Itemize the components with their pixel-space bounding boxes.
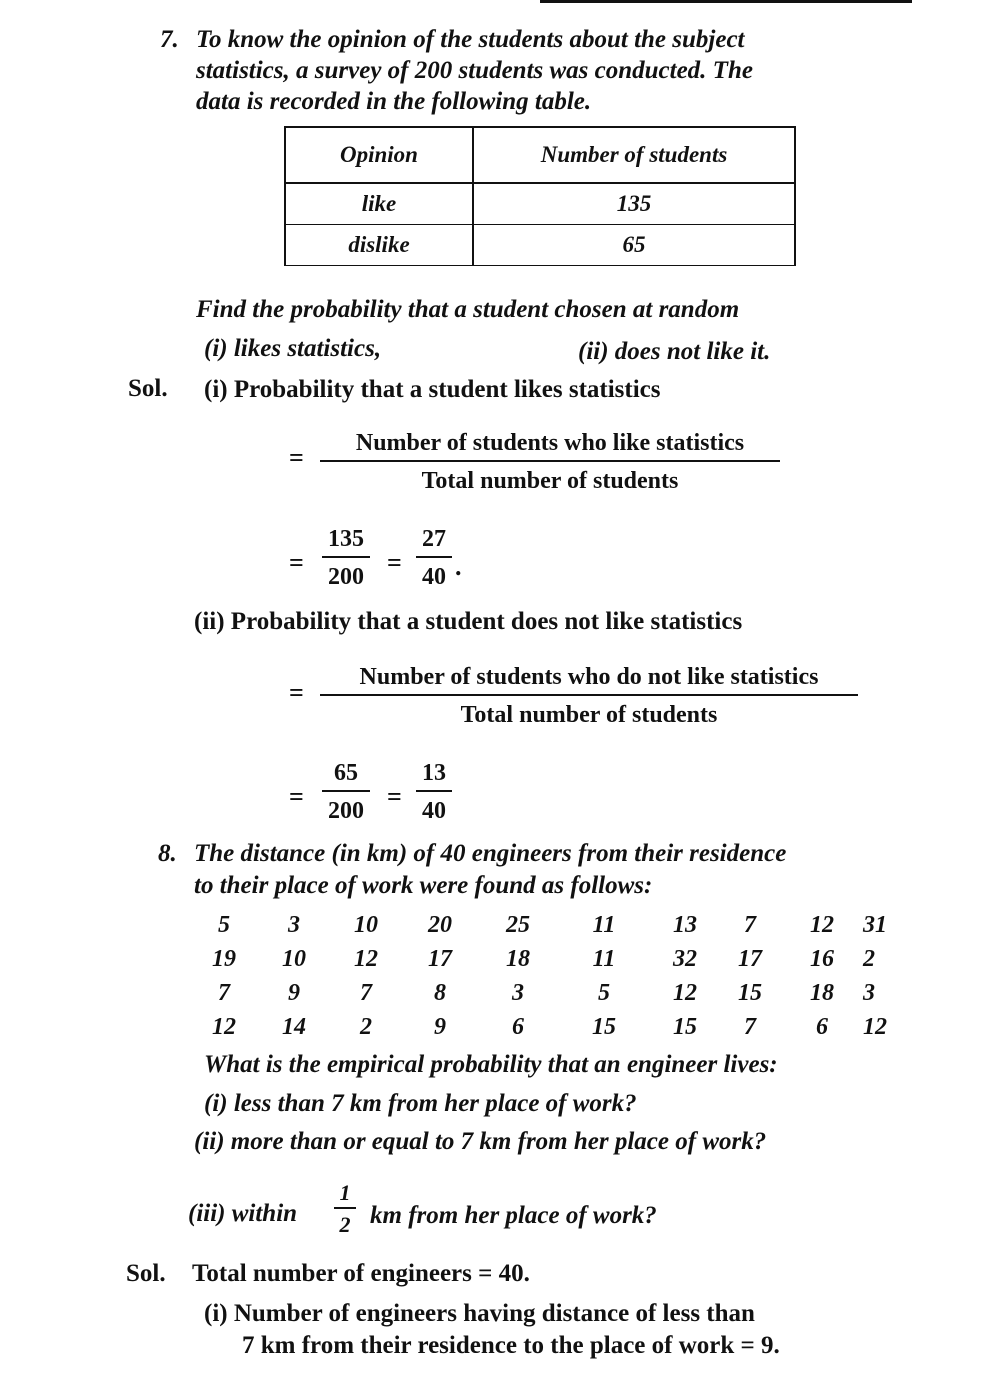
opinion-table	[284, 126, 796, 266]
question-7-line-3: data is recorded in the following table.	[196, 88, 592, 115]
fraction-numerator: 13	[416, 758, 452, 792]
fraction-dislike-formula	[320, 662, 858, 730]
data-cell: 7	[360, 980, 372, 1006]
data-cell: 5	[218, 912, 230, 938]
equals-sign: =	[289, 782, 304, 811]
table-header-count: Number of students	[473, 127, 795, 183]
table-cell: 65	[473, 225, 795, 266]
data-cell: 3	[863, 980, 875, 1006]
equals-sign: =	[289, 678, 304, 707]
question-7-prompt: Find the probability that a student chosen at random	[196, 296, 740, 323]
fraction-numerator: 65	[322, 758, 370, 792]
fraction-numerator: 1	[334, 1181, 356, 1209]
data-row	[200, 912, 900, 946]
fraction-denominator: 200	[328, 564, 364, 590]
data-cell: 31	[863, 912, 887, 938]
fraction-135-200	[322, 524, 370, 592]
data-cell: 7	[744, 1014, 756, 1040]
data-cell: 2	[863, 946, 875, 972]
equals-sign: =	[387, 782, 402, 811]
question-8-part-i: (i) less than 7 km from her place of work?	[204, 1090, 637, 1117]
fraction-one-half	[334, 1181, 356, 1237]
data-cell: 17	[428, 946, 452, 972]
question-8-part-iii-suffix: km from her place of work?	[370, 1202, 657, 1229]
fraction-denominator: 200	[328, 798, 364, 824]
solution-8-part-i-line-2: 7 km from their residence to the place of work = 9.	[242, 1332, 780, 1359]
solution-7-part-i-heading: (i) Probability that a student likes statistics	[204, 376, 661, 403]
data-cell: 15	[592, 1014, 616, 1040]
question-8-number: 8.	[158, 840, 177, 867]
data-cell: 25	[506, 912, 530, 938]
question-8-part-ii: (ii) more than or equal to 7 km from her place of work?	[194, 1128, 767, 1155]
question-7-part-ii: (ii) does not like it.	[578, 338, 771, 365]
solution-8-total: Total number of engineers = 40.	[192, 1260, 530, 1287]
table-header-opinion: Opinion	[285, 127, 473, 183]
data-cell: 11	[592, 946, 616, 972]
data-cell: 12	[673, 980, 697, 1006]
data-cell: 14	[282, 1014, 306, 1040]
data-cell: 17	[738, 946, 762, 972]
distance-data-grid	[200, 912, 900, 1048]
data-row	[200, 1014, 900, 1048]
question-8-part-iii-prefix: (iii) within	[188, 1200, 298, 1227]
data-cell: 12	[863, 1014, 887, 1040]
equals-sign: =	[289, 443, 304, 472]
data-cell: 10	[282, 946, 306, 972]
data-cell: 20	[428, 912, 452, 938]
data-cell: 5	[598, 980, 610, 1006]
data-cell: 18	[506, 946, 530, 972]
question-8-prompt: What is the empirical probability that an engineer lives:	[204, 1051, 778, 1078]
data-cell: 9	[434, 1014, 446, 1040]
fraction-numerator: 135	[322, 524, 370, 558]
data-cell: 2	[360, 1014, 372, 1040]
solution-8-part-i-line-1: (i) Number of engineers having distance of less than	[204, 1300, 755, 1327]
data-cell: 15	[738, 980, 762, 1006]
question-7-line-2: statistics, a survey of 200 students was conducted. The	[196, 57, 753, 84]
question-8-line-1: The distance (in km) of 40 engineers from their residence	[194, 840, 787, 867]
table-cell: like	[285, 183, 473, 225]
equals-sign: =	[387, 548, 402, 577]
question-7-line-1: To know the opinion of the students about the subject	[196, 26, 745, 53]
question-8-line-2: to their place of work were found as follows:	[194, 872, 653, 899]
data-cell: 6	[512, 1014, 524, 1040]
data-cell: 12	[212, 1014, 236, 1040]
fraction-denominator: 40	[422, 564, 446, 590]
fraction-like-formula	[320, 428, 780, 496]
data-cell: 18	[810, 980, 834, 1006]
data-cell: 12	[810, 912, 834, 938]
data-row	[200, 980, 900, 1014]
solution-7-part-ii-heading: (ii) Probability that a student does not like statistics	[194, 608, 743, 635]
fraction-27-40	[416, 524, 452, 592]
data-cell: 11	[592, 912, 616, 938]
fraction-65-200	[322, 758, 370, 826]
data-cell: 32	[673, 946, 697, 972]
data-row	[200, 946, 900, 980]
data-cell: 7	[218, 980, 230, 1006]
top-rule	[540, 0, 912, 3]
data-cell: 7	[744, 912, 756, 938]
solution-7-label: Sol.	[128, 375, 168, 402]
table-cell: dislike	[285, 225, 473, 266]
data-cell: 16	[810, 946, 834, 972]
fraction-numerator: Number of students who like statistics	[320, 428, 780, 462]
data-cell: 15	[673, 1014, 697, 1040]
data-cell: 3	[512, 980, 524, 1006]
data-cell: 8	[434, 980, 446, 1006]
table-cell: 135	[473, 183, 795, 225]
solution-8-label: Sol.	[126, 1260, 166, 1287]
fraction-denominator: 40	[422, 798, 446, 824]
fraction-denominator: 2	[339, 1212, 351, 1237]
fraction-denominator: Total number of students	[421, 468, 679, 494]
data-cell: 10	[354, 912, 378, 938]
fraction-numerator: 27	[416, 524, 452, 558]
fraction-numerator: Number of students who do not like statistics	[320, 662, 858, 696]
equals-sign: =	[289, 548, 304, 577]
data-cell: 3	[288, 912, 300, 938]
period: .	[455, 552, 462, 581]
fraction-denominator: Total number of students	[460, 702, 718, 728]
fraction-13-40	[416, 758, 452, 826]
question-7-number: 7.	[160, 26, 179, 53]
data-cell: 19	[212, 946, 236, 972]
data-cell: 13	[673, 912, 697, 938]
data-cell: 12	[354, 946, 378, 972]
question-7-part-i: (i) likes statistics,	[204, 335, 382, 362]
data-cell: 9	[288, 980, 300, 1006]
data-cell: 6	[816, 1014, 828, 1040]
